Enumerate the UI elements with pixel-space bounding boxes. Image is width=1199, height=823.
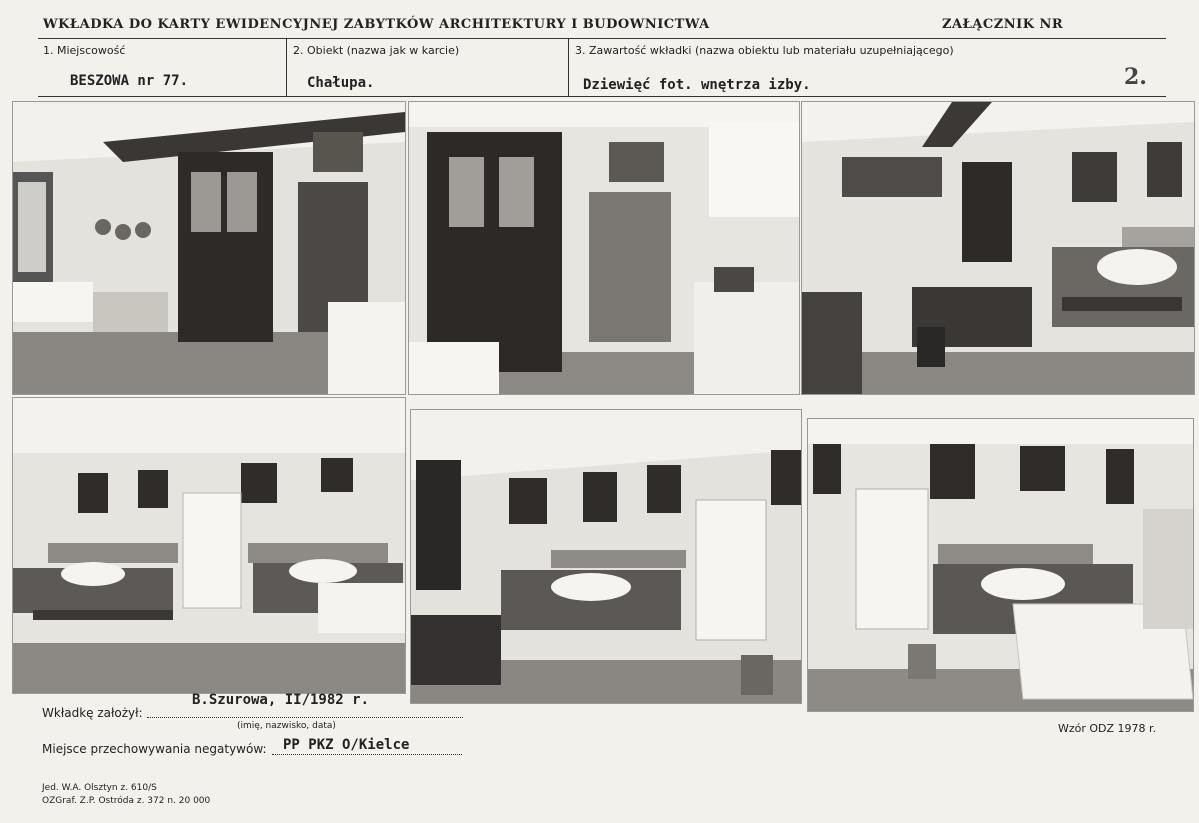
field-divider-2 [568,38,569,96]
object-value: Chałupa. [307,75,375,91]
header-rule-bottom [38,96,1166,97]
photo-room-bed-table [807,418,1194,712]
negatives-location-dotline [272,754,462,755]
locality-label: 1. Miejscowość [43,44,126,57]
header-rule-top [38,38,1166,39]
form-model: Wzór ODZ 1978 r. [1058,722,1157,735]
photo-dresser-door [408,101,800,395]
negatives-location-value: PP PKZ O/Kielce [283,737,410,753]
annex-label: ZAŁĄCZNIK NR [942,17,1064,32]
photo-bed-chest [801,101,1195,395]
annex-number: 2. [1124,64,1147,90]
locality-value: BESZOWA nr 77. [70,73,189,89]
photo-bench-table [12,397,406,694]
photo-kitchen-dresser [12,101,406,395]
created-by-hint: (imię, nazwisko, data) [237,721,336,731]
photo-corner-bench-door-image [411,410,801,703]
object-label: 2. Obiekt (nazwa jak w karcie) [293,44,460,57]
field-divider-1 [286,38,287,96]
created-by-value: B.Szurowa, II/1982 r. [192,692,370,708]
photo-bench-table-image [13,398,405,693]
printer-line-2: OZGraf. Z.P. Ostróda z. 372 n. 20 000 [42,796,211,806]
photo-dresser-door-image [409,102,799,394]
photo-corner-bench-door [410,409,802,704]
created-by-dotline [147,717,463,718]
negatives-location-label: Miejsce przechowywania negatywów: [42,742,267,756]
printer-line-1: Jed. W.A. Olsztyn z. 610/S [42,783,157,793]
content-label: 3. Zawartość wkładki (nazwa obiektu lub materiału uzupełniającego) [575,44,954,57]
photo-room-bed-table-image [808,419,1193,711]
card-title: WKŁADKA DO KARTY EWIDENCYJNEJ ZABYTKÓW ARCHITEKTURY I BUDOWNICTWA [43,17,710,32]
created-by-label: Wkładkę założył: [42,706,143,720]
photo-kitchen-dresser-image [13,102,405,394]
photo-bed-chest-image [802,102,1194,394]
content-value: Dziewięć fot. wnętrza izby. [583,77,811,93]
